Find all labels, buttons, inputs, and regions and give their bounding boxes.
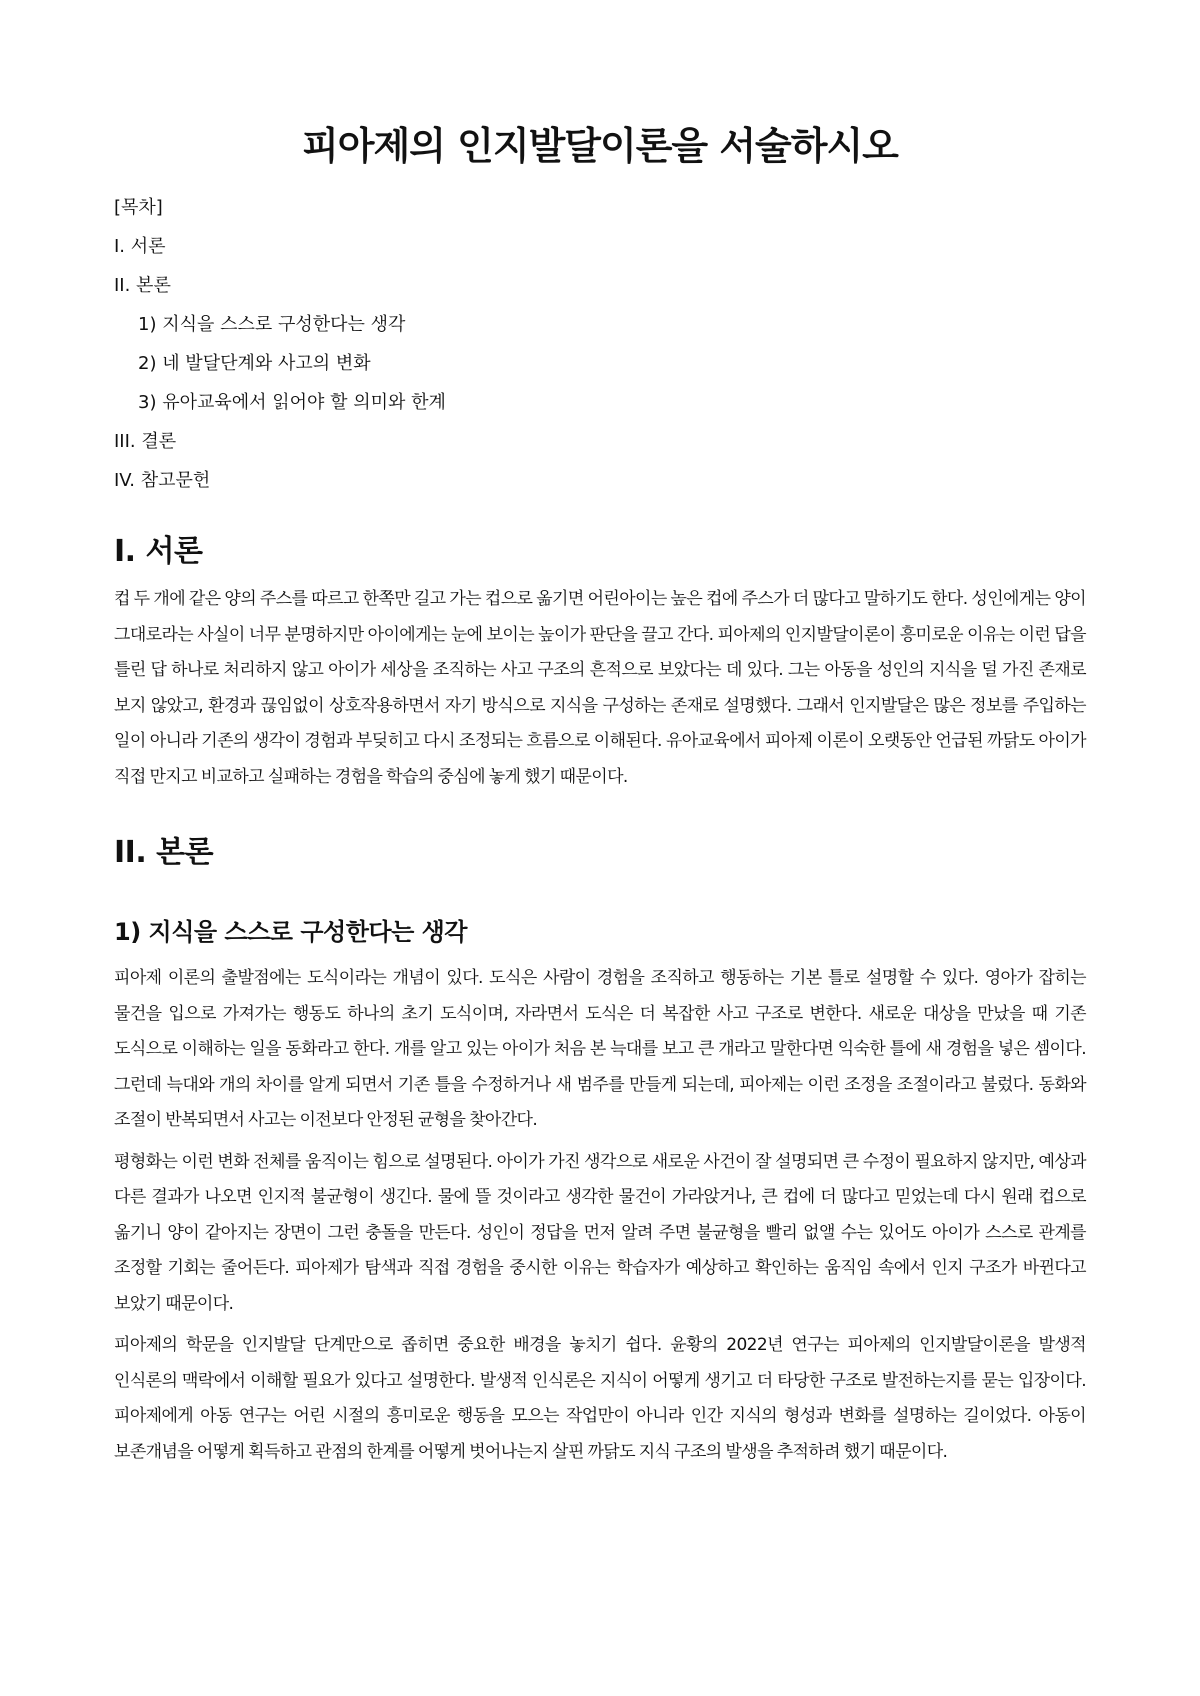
body-heading: II. 본론 bbox=[114, 835, 214, 870]
section1-paragraph-schema: 피아제 이론의 출발점에는 도식이라는 개념이 있다. 도식은 사람이 경험을 조직하고 행동하는 기본 틀로 설명할 수 있다. 영아가 잡히는 물건을 입으로 가져가는 행동도 하나의 초기 도식이며, 자라면서 도식은 더 복잡한 사고 구조로 변한다. 새로운 대상을 만났을 때 기존 도식으로 이해하는 일을 동화라고 한다. 개를 알고 있는 아이가 처음 본 늑대를 보고 큰 개라고 말한다면 익숙한 틀에 새 경험을 넣은 셈이다. 그런데 늑대와 개의 차이를 알게 되면서 기존 틀을 수정하거나 새 범주를 만들게 되는데, 피아제는 이런 조정을 조절이라고 불렀다. 동화와 조절이 반복되면서 사고는 이전보다 안정된 균형을 찾아간다. bbox=[114, 968, 1086, 1130]
toc-item-main-body: II. 본론 bbox=[114, 275, 171, 296]
section1-paragraph-equilibration: 평형화는 이런 변화 전체를 움직이는 힘으로 설명된다. 아이가 가진 생각으로 새로운 사건이 잘 설명되면 큰 수정이 필요하지 않지만, 예상과 다른 결과가 나오면 인지적 불균형이 생긴다. 물에 뜰 것이라고 생각한 물건이 가라앉거나, 큰 컵에 더 많다고 믿었는데 다시 원래 컵으로 옮기니 양이 같아지는 장면이 그런 충돌을 만든다. 성인이 정답을 먼저 알려 주면 불균형을 빨리 없앨 수는 있어도 아이가 스스로 관계를 조정할 기회는 줄어든다. 피아제가 탐색과 직접 경험을 중시한 이유는 학습자가 예상하고 확인하는 움직임 속에서 인지 구조가 바뀐다고 보았기 때문이다. bbox=[114, 1151, 1086, 1314]
toc-item-introduction: I. 서론 bbox=[114, 236, 166, 257]
toc-heading: [목차] bbox=[114, 197, 163, 218]
intro-paragraph: 컵 두 개에 같은 양의 주스를 따르고 한쪽만 길고 가는 컵으로 옮기면 어린아이는 높은 컵에 주스가 더 많다고 말하기도 한다. 성인에게는 양이 그대로라는 사실이 너무 분명하지만 아이에게는 눈에 보이는 높이가 판단을 끌고 간다. 피아제의 인지발달이론이 흥미로운 이유는 이런 답을 틀린 답 하나로 처리하지 않고 아이가 세상을 조직하는 사고 구조의 흔적으로 보았다는 데 있다. 그는 아동을 성인의 지식을 덜 가진 존재로 보지 않았고, 환경과 끊임없이 상호작용하면서 자기 방식으로 지식을 구성하는 존재로 설명했다. 그래서 인지발달은 많은 정보를 주입하는 일이 아니라 기존의 생각이 경험과 부딪히고 다시 조정되는 흐름으로 이해된다. 유아교육에서 피아제 이론이 오랫동안 언급된 까닭도 아이가 직접 만지고 비교하고 실패하는 경험을 학습의 중심에 놓게 했기 때문이다. bbox=[114, 589, 1086, 787]
toc-item-knowledge-construction: 1) 지식을 스스로 구성한다는 생각 bbox=[138, 314, 406, 335]
section1-heading: 1) 지식을 스스로 구성한다는 생각 bbox=[114, 918, 467, 946]
section1-paragraph-genetic-epistemology: 피아제의 학문을 인지발달 단계만으로 좁히면 중요한 배경을 놓치기 쉽다. 윤황의 2022년 연구는 피아제의 인지발달이론을 발생적 인식론의 맥락에서 이해할 필요가 있다고 설명한다. 발생적 인식론은 지식이 어떻게 생기고 더 타당한 구조로 발전하는지를 묻는 입장이다. 피아제에게 아동 연구는 어린 시절의 흥미로운 행동을 모으는 작업만이 아니라 인간 지식의 형성과 변화를 설명하는 길이었다. 아동이 보존개념을 어떻게 획득하고 관점의 한계를 어떻게 벗어나는지 살핀 까닭도 지식 구조의 발생을 추적하려 했기 때문이다. bbox=[114, 1335, 1086, 1462]
toc-item-four-stages: 2) 네 발달단계와 사고의 변화 bbox=[138, 353, 371, 374]
document-title: 피아제의 인지발달이론을 서술하시오 bbox=[302, 124, 898, 168]
table-of-contents bbox=[114, 188, 1086, 500]
toc-item-early-education-meaning: 3) 유아교육에서 읽어야 할 의미와 한계 bbox=[138, 392, 446, 413]
toc-item-references: IV. 참고문헌 bbox=[114, 470, 211, 491]
toc-item-conclusion: III. 결론 bbox=[114, 431, 177, 452]
intro-heading: I. 서론 bbox=[114, 534, 203, 569]
